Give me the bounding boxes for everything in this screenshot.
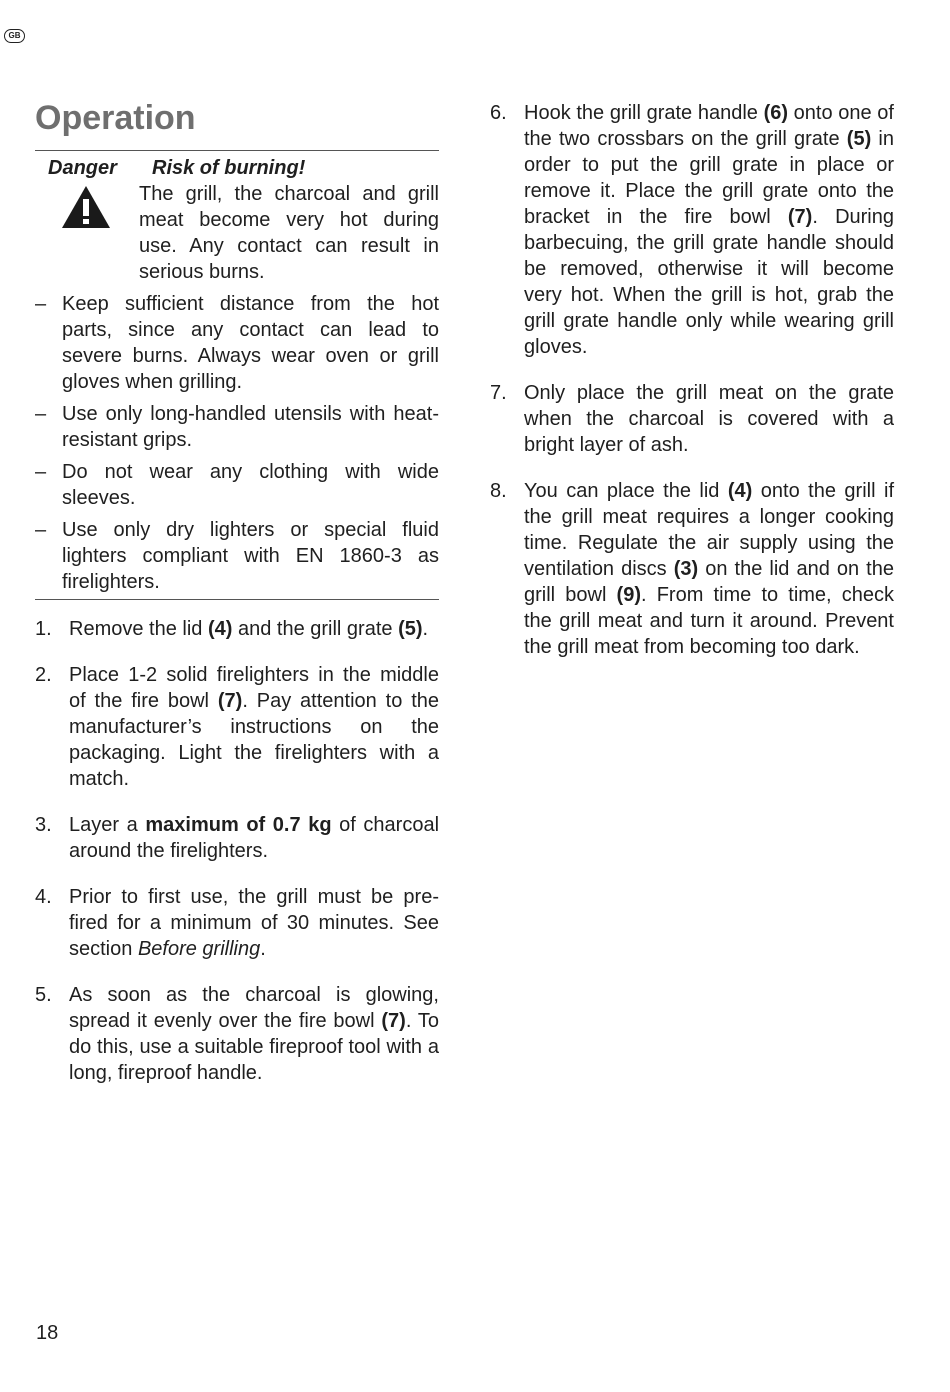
text-run: Only place the grill meat on the grate when the charcoal is covered with a bright layer of ash. (524, 382, 894, 456)
step-number: 2. (35, 664, 52, 686)
step-text (524, 480, 894, 658)
text-run: As soon as the charcoal is glowing, spread it evenly over the fire bowl (69, 984, 439, 1032)
country-badge: GB (4, 29, 25, 43)
text-run: . From time to time, check the grill meat and turn it around. Prevent the grill meat from becoming too dark. (524, 584, 894, 658)
divider-bottom (35, 599, 439, 600)
text-run: in order to put the grill grate in place or remove it. Place the grill grate onto the bracket in the fire bowl (524, 128, 895, 228)
text-run: Layer a (69, 814, 146, 836)
step-item (35, 616, 439, 642)
step-item (35, 662, 439, 792)
bold-run: (5) (398, 618, 423, 640)
list-item: – Keep sufficient distance from the hot parts, since any contact can lead to severe burns. Always wear oven or grill gloves when grilling. (35, 291, 439, 395)
bold-run: (7) (217, 690, 243, 712)
step-number: 3. (35, 814, 52, 836)
step-item (490, 380, 894, 458)
text-run: You can place the lid (524, 480, 728, 502)
bold-run: maximum of 0.7 kg (145, 814, 332, 836)
danger-list (35, 291, 439, 595)
danger-label: Danger (48, 157, 117, 179)
step-text (69, 664, 439, 790)
text-run: . To do this, use a suitable fireproof tool with a long, fireproof handle. (69, 1010, 439, 1084)
text-run: Place 1-2 solid firelighters in the middle of the fire bowl (69, 664, 439, 712)
step-text (524, 102, 894, 358)
text-run: . During barbecuing, the grill grate handle should be removed, otherwise it will become very hot. When the grill is hot, grab the grill grate handle only while wearing grill gloves. (524, 206, 895, 358)
danger-text: The grill, the charcoal and grill meat become very hot during use. Any contact can result in serious burns. (139, 183, 439, 283)
list-item: – Do not wear any clothing with wide sleeves. (35, 459, 439, 511)
danger-notice (35, 151, 439, 595)
text-run: and the grill grate (232, 618, 399, 640)
step-item (35, 982, 439, 1086)
bold-run: (9) (616, 584, 641, 606)
text-run: Prior to first use, the grill must be pre-fired for a minimum of 30 minutes. See section (69, 886, 439, 960)
left-column (35, 96, 439, 1106)
italic-run: Before grilling (137, 938, 261, 960)
text-run: onto the grill if the grill meat requires a longer cooking time. Regulate the air supply using the ventilation discs (524, 480, 894, 580)
step-number: 4. (35, 886, 52, 908)
step-text (69, 618, 428, 640)
bold-run: (7) (787, 206, 813, 228)
text-run: onto one of the two crossbars on the grill grate (524, 102, 894, 150)
steps-list-right (490, 100, 894, 660)
step-number: 6. (490, 102, 507, 124)
step-text (69, 886, 439, 960)
bold-run: (4) (207, 618, 233, 640)
bold-run: (4) (727, 480, 753, 502)
bold-run: (3) (673, 558, 699, 580)
step-number: 8. (490, 480, 507, 502)
step-item (490, 100, 894, 360)
list-item: – Use only dry lighters or special fluid lighters compliant with EN 1860-3 as firelighters. (35, 517, 439, 595)
text-run: . Pay attention to the manufacturer’s instructions on the packaging. Light the firelighters with a match. (69, 690, 439, 790)
right-column (490, 100, 894, 680)
text-run: Hook the grill grate handle (524, 102, 764, 124)
step-text (69, 984, 439, 1084)
step-text (69, 814, 439, 862)
bold-run: (7) (381, 1010, 406, 1032)
section-title: Operation (35, 99, 196, 137)
step-number: 5. (35, 984, 52, 1006)
text-run: of charcoal around the firelighters. (69, 814, 440, 862)
text-run: Remove the lid (69, 618, 208, 640)
steps-list-left (35, 616, 439, 1086)
text-run: . (422, 618, 429, 640)
text-run: . (260, 938, 266, 960)
step-number: 1. (35, 618, 52, 640)
step-item (35, 884, 439, 962)
bold-run: (5) (846, 128, 872, 150)
step-number: 7. (490, 382, 507, 404)
step-text (524, 382, 894, 456)
warning-triangle-icon (35, 181, 139, 285)
bold-run: (6) (763, 102, 789, 124)
step-item (490, 478, 894, 660)
step-item (35, 812, 439, 864)
danger-title: Risk of burning! (152, 157, 306, 179)
list-item: – Use only long-handled utensils with heat-resistant grips. (35, 401, 439, 453)
text-run: on the lid and on the grill bowl (524, 558, 894, 606)
page-number: 18 (36, 1322, 59, 1344)
